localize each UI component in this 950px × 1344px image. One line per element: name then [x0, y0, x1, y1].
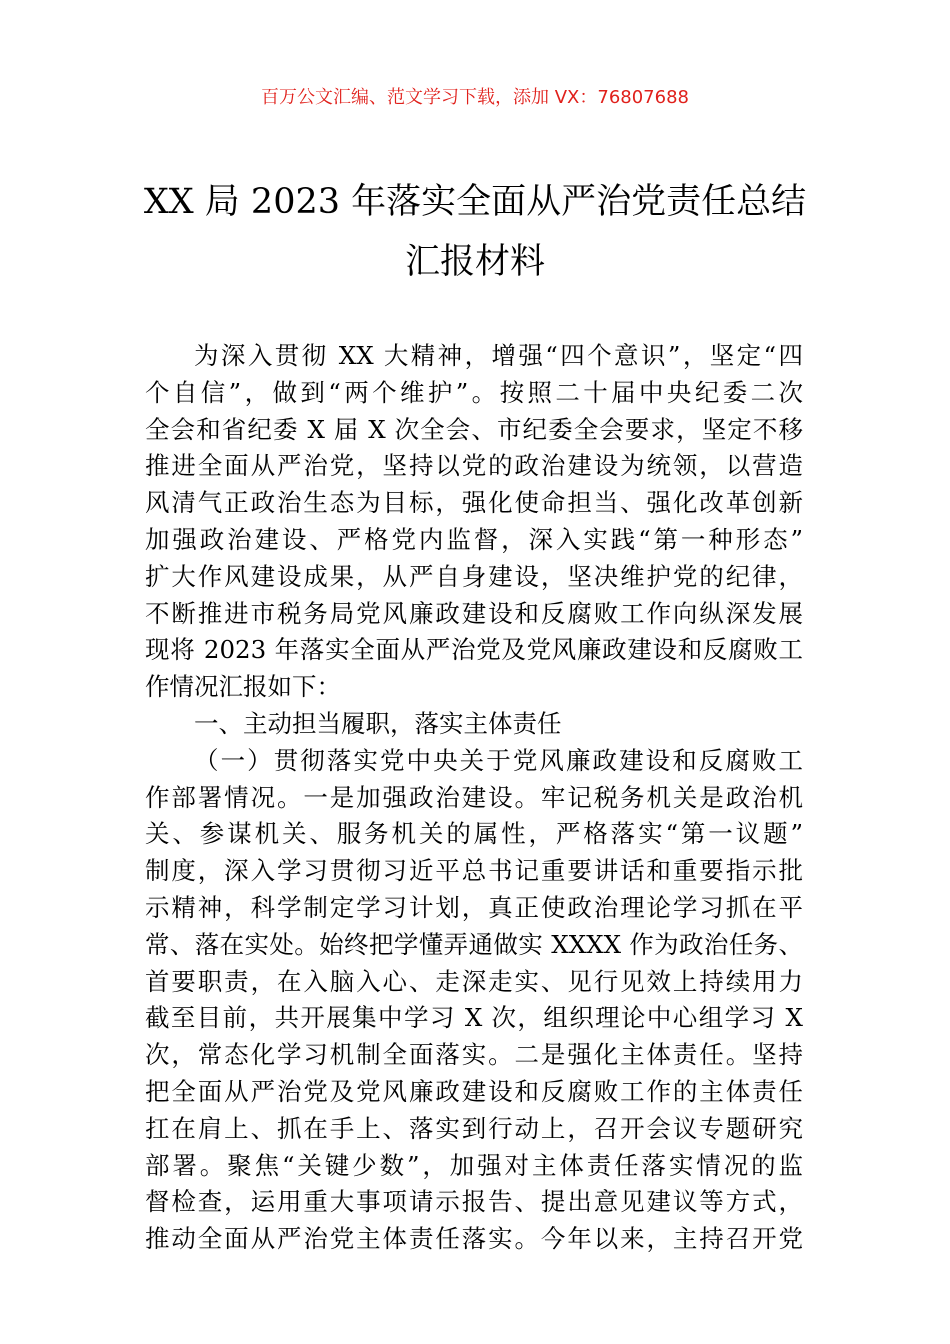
- paragraph-2-line: 示精神，科学制定学习计划，真正使政治理论学习抓在平: [145, 892, 803, 922]
- section-heading-1: 一、主动担当履职，落实主体责任: [194, 708, 562, 738]
- paragraph-2-line: 次，常态化学习机制全面落实。二是强化主体责任。坚持: [145, 1040, 803, 1070]
- paragraph-2-line: 扛在肩上、抓在手上、落实到行动上，召开会议专题研究: [145, 1113, 803, 1143]
- paragraph-2-line: （一）贯彻落实党中央关于党风廉政建设和反腐败工: [194, 745, 803, 775]
- paragraph-2-line: 首要职责，在入脑入心、走深走实、见行见效上持续用力: [145, 966, 803, 996]
- paragraph-2-line: 督检查，运用重大事项请示报告、提出意见建议等方式，: [145, 1187, 803, 1217]
- paragraph-1-line: 为深入贯彻 XX 大精神，增强“四个意识”，坚定“四: [194, 341, 803, 370]
- paragraph-1-line: 个自信”，做到“两个维护”。按照二十届中央纪委二次: [145, 377, 803, 407]
- paragraph-1-line: 作情况汇报如下：: [145, 672, 341, 702]
- paragraph-1-line: 扩大作风建设成果，从严自身建设，坚决维护党的纪律，: [145, 561, 803, 591]
- paragraph-1-line: 现将 2023 年落实全面从严治党及党风廉政建设和反腐败工: [145, 635, 803, 665]
- document-title: [100, 172, 850, 292]
- paragraph-2-line: 部署。聚焦“关键少数”，加强对主体责任落实情况的监: [145, 1150, 803, 1180]
- title-line-1: XX 局 2023 年落实全面从严治党责任总结: [143, 182, 807, 222]
- paragraph-2-line: 制度，深入学习贯彻习近平总书记重要讲话和重要指示批: [145, 856, 803, 886]
- paragraph-2-line: 常、落在实处。始终把学懂弄通做实 XXXX 作为政治任务、: [145, 929, 803, 959]
- paragraph-1-line: 全会和省纪委 X 届 X 次全会、市纪委全会要求，坚定不移: [145, 414, 803, 444]
- paragraph-2-line: 关、参谋机关、服务机关的属性，严格落实“第一议题”: [145, 819, 803, 849]
- paragraph-1-line: 加强政治建设、严格党内监督，深入实践“第一种形态”: [145, 524, 803, 554]
- paragraph-1-line: 风清气正政治生态为目标，强化使命担当、强化改革创新: [145, 488, 803, 518]
- paragraph-2-line: 作部署情况。一是加强政治建设。牢记税务机关是政治机: [145, 782, 803, 812]
- paragraph-2-line: 推动全面从严治党主体责任落实。今年以来，主持召开党: [145, 1224, 803, 1254]
- paragraph-1-line: 推进全面从严治党，坚持以党的政治建设为统领，以营造: [145, 451, 803, 481]
- paragraph-1-line: 不断推进市税务局党风廉政建设和反腐败工作向纵深发展: [145, 598, 803, 628]
- paragraph-2-line: 把全面从严治党及党风廉政建设和反腐败工作的主体责任: [145, 1076, 803, 1106]
- header-note: 百万公文汇编、范文学习下载，添加 VX：76807688: [261, 87, 689, 108]
- paragraph-2-line: 截至目前，共开展集中学习 X 次，组织理论中心组学习 X: [145, 1003, 803, 1033]
- document-body: [145, 338, 803, 1258]
- title-line-2: 汇报材料: [404, 242, 545, 282]
